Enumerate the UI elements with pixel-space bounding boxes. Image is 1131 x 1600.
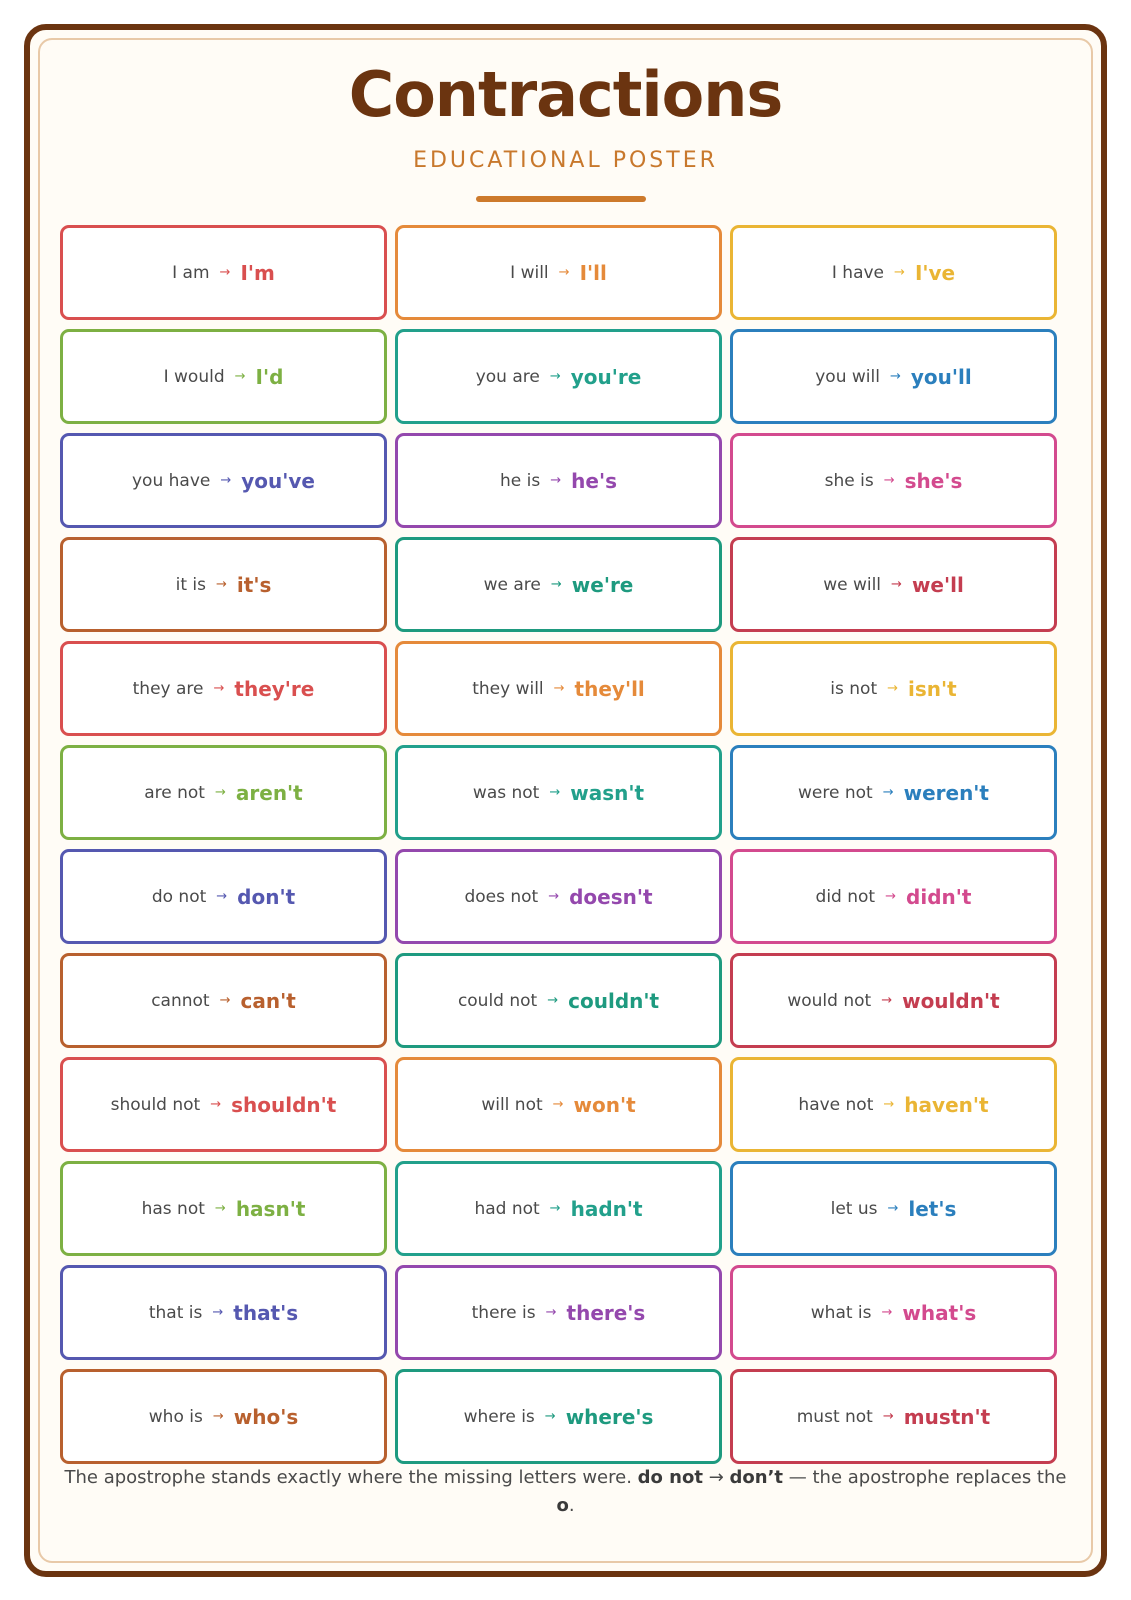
full-form: are not — [144, 782, 205, 803]
contraction-card — [60, 537, 387, 632]
arrow-icon: → — [219, 265, 231, 280]
footer-lead: The apostrophe stands exactly where the missing letters were. — [64, 1467, 632, 1488]
contraction-form: wasn't — [570, 780, 645, 805]
contraction-form: hadn't — [570, 1196, 643, 1221]
full-form: you are — [475, 366, 540, 387]
contraction-card — [730, 1057, 1057, 1152]
arrow-icon: → — [883, 473, 895, 488]
contraction-form: we'll — [911, 572, 964, 597]
full-form: let us — [830, 1198, 878, 1219]
contraction-form: we're — [571, 572, 634, 597]
arrow-icon: → — [550, 577, 562, 592]
contraction-card — [60, 1057, 387, 1152]
arrow-icon: → — [549, 1201, 561, 1216]
contraction-card — [395, 1265, 722, 1360]
contraction-form: you've — [241, 468, 315, 493]
contraction-card — [395, 953, 722, 1048]
contraction-form: they're — [234, 676, 315, 701]
contraction-form: there's — [566, 1300, 646, 1325]
arrow-icon: → — [234, 369, 246, 384]
full-form: will not — [481, 1094, 543, 1115]
contraction-form: shouldn't — [231, 1092, 337, 1117]
arrow-icon: → — [887, 681, 899, 696]
arrow-icon: → — [214, 1201, 226, 1216]
contraction-card — [730, 329, 1057, 424]
arrow-icon: → — [552, 1097, 564, 1112]
contraction-card — [60, 1265, 387, 1360]
arrow-icon: → — [889, 369, 901, 384]
contraction-card — [60, 953, 387, 1048]
contraction-form: doesn't — [569, 884, 653, 909]
contraction-card — [730, 537, 1057, 632]
full-form: have not — [798, 1094, 874, 1115]
contraction-form: don't — [237, 884, 296, 909]
contraction-form: weren't — [903, 780, 989, 805]
full-form: cannot — [151, 990, 210, 1011]
footer-example-short: don’t — [729, 1467, 784, 1488]
contraction-card — [395, 745, 722, 840]
contraction-card — [730, 1265, 1057, 1360]
arrow-icon: → — [216, 889, 228, 904]
contraction-card — [730, 745, 1057, 840]
contraction-form: you're — [570, 364, 642, 389]
contraction-card — [60, 1369, 387, 1464]
arrow-icon: → — [883, 1097, 895, 1112]
poster — [24, 24, 1107, 1577]
contraction-card — [730, 1161, 1057, 1256]
footer-end: . — [568, 1495, 575, 1516]
contraction-form: I've — [914, 260, 956, 285]
contraction-form: that's — [233, 1300, 299, 1325]
contraction-form: he's — [571, 468, 617, 493]
arrow-icon: → — [881, 1305, 893, 1320]
arrow-icon: → — [548, 889, 560, 904]
contraction-card — [730, 1369, 1057, 1464]
arrow-icon: → — [210, 1097, 222, 1112]
arrow-icon: → — [216, 577, 227, 592]
arrow-icon: → — [882, 1409, 894, 1424]
full-form: where is — [463, 1406, 535, 1427]
full-form: there is — [471, 1302, 536, 1323]
full-form: it is — [175, 574, 206, 595]
contraction-card — [395, 537, 722, 632]
full-form: who is — [148, 1406, 203, 1427]
contraction-form: didn't — [906, 884, 972, 909]
full-form: he is — [500, 470, 541, 491]
footer-letter: o — [556, 1495, 569, 1516]
contraction-card — [60, 433, 387, 528]
full-form: did not — [815, 886, 876, 907]
full-form: what is — [810, 1302, 872, 1323]
contraction-card — [730, 849, 1057, 944]
arrow-icon: → — [219, 993, 231, 1008]
contraction-card — [60, 329, 387, 424]
full-form: does not — [464, 886, 539, 907]
arrow-icon: → — [550, 473, 562, 488]
full-form: were not — [798, 782, 873, 803]
contraction-card — [60, 1161, 387, 1256]
contraction-form: it's — [236, 572, 272, 597]
full-form: I will — [510, 262, 549, 283]
title-divider — [476, 196, 646, 202]
contraction-card — [730, 641, 1057, 736]
contraction-form: won't — [573, 1092, 636, 1117]
contraction-card — [730, 225, 1057, 320]
contraction-card — [60, 225, 387, 320]
contraction-form: couldn't — [568, 988, 660, 1013]
full-form: had not — [474, 1198, 540, 1219]
contraction-form: she's — [904, 468, 963, 493]
contraction-form: who's — [233, 1404, 299, 1429]
full-form: you will — [815, 366, 880, 387]
full-form: I am — [172, 262, 210, 283]
contraction-card — [395, 225, 722, 320]
full-form: they are — [132, 678, 204, 699]
contraction-card — [395, 1369, 722, 1464]
full-form: could not — [457, 990, 538, 1011]
contraction-card — [395, 1161, 722, 1256]
full-form: we are — [483, 574, 541, 595]
full-form: that is — [148, 1302, 203, 1323]
arrow-icon: → — [558, 265, 570, 280]
contraction-form: can't — [240, 988, 296, 1013]
full-form: I have — [831, 262, 885, 283]
arrow-icon: → — [220, 473, 232, 488]
contraction-form: you'll — [910, 364, 972, 389]
full-form: do not — [151, 886, 207, 907]
arrow-icon: → — [881, 993, 893, 1008]
contraction-form: mustn't — [903, 1404, 991, 1429]
contraction-form: they'll — [574, 676, 645, 701]
arrow-icon: → — [894, 265, 905, 280]
full-form: was not — [472, 782, 540, 803]
full-form: I would — [163, 366, 225, 387]
full-form: is not — [830, 678, 878, 699]
poster-subtitle: EDUCATIONAL POSTER — [413, 148, 718, 173]
contraction-form: hasn't — [235, 1196, 306, 1221]
arrow-icon: → — [553, 681, 565, 696]
full-form: we will — [823, 574, 882, 595]
contraction-form: I'm — [240, 260, 275, 285]
arrow-icon: → — [545, 1305, 557, 1320]
contraction-card — [395, 1057, 722, 1152]
contraction-card — [395, 329, 722, 424]
full-form: they will — [472, 678, 544, 699]
contraction-form: wouldn't — [902, 988, 1000, 1013]
arrow-icon: → — [882, 785, 894, 800]
contraction-card — [395, 433, 722, 528]
contraction-form: isn't — [908, 676, 957, 701]
contraction-card — [730, 433, 1057, 528]
contraction-form: let's — [908, 1196, 957, 1221]
contraction-card — [60, 745, 387, 840]
full-form: should not — [110, 1094, 201, 1115]
poster-title: Contractions — [348, 58, 783, 131]
contractions-grid — [60, 225, 1057, 1464]
arrow-icon: → — [214, 785, 226, 800]
arrow-icon: → — [213, 681, 225, 696]
footer-example-arrow: → — [708, 1467, 724, 1488]
arrow-icon: → — [891, 577, 902, 592]
contraction-form: aren't — [235, 780, 303, 805]
contraction-form: haven't — [904, 1092, 989, 1117]
full-form: has not — [141, 1198, 205, 1219]
arrow-icon: → — [544, 1409, 556, 1424]
contraction-form: I'd — [255, 364, 284, 389]
arrow-icon: → — [887, 1201, 899, 1216]
full-form: must not — [796, 1406, 873, 1427]
contraction-form: I'll — [579, 260, 607, 285]
arrow-icon: → — [549, 369, 561, 384]
contraction-card — [395, 849, 722, 944]
contraction-card — [60, 849, 387, 944]
contraction-form: what's — [902, 1300, 977, 1325]
arrow-icon: → — [549, 785, 561, 800]
full-form: you have — [131, 470, 211, 491]
contraction-card — [730, 953, 1057, 1048]
footer-note — [56, 1464, 1075, 1520]
arrow-icon: → — [547, 993, 559, 1008]
full-form: would not — [787, 990, 872, 1011]
arrow-icon: → — [212, 1409, 224, 1424]
arrow-icon: → — [212, 1305, 224, 1320]
contraction-card — [60, 641, 387, 736]
full-form: she is — [824, 470, 874, 491]
arrow-icon: → — [885, 889, 897, 904]
contraction-card — [395, 641, 722, 736]
footer-example-full: do not — [637, 1467, 703, 1488]
contraction-form: where's — [565, 1404, 654, 1429]
footer-explanation: — the apostrophe replaces the — [788, 1467, 1067, 1488]
